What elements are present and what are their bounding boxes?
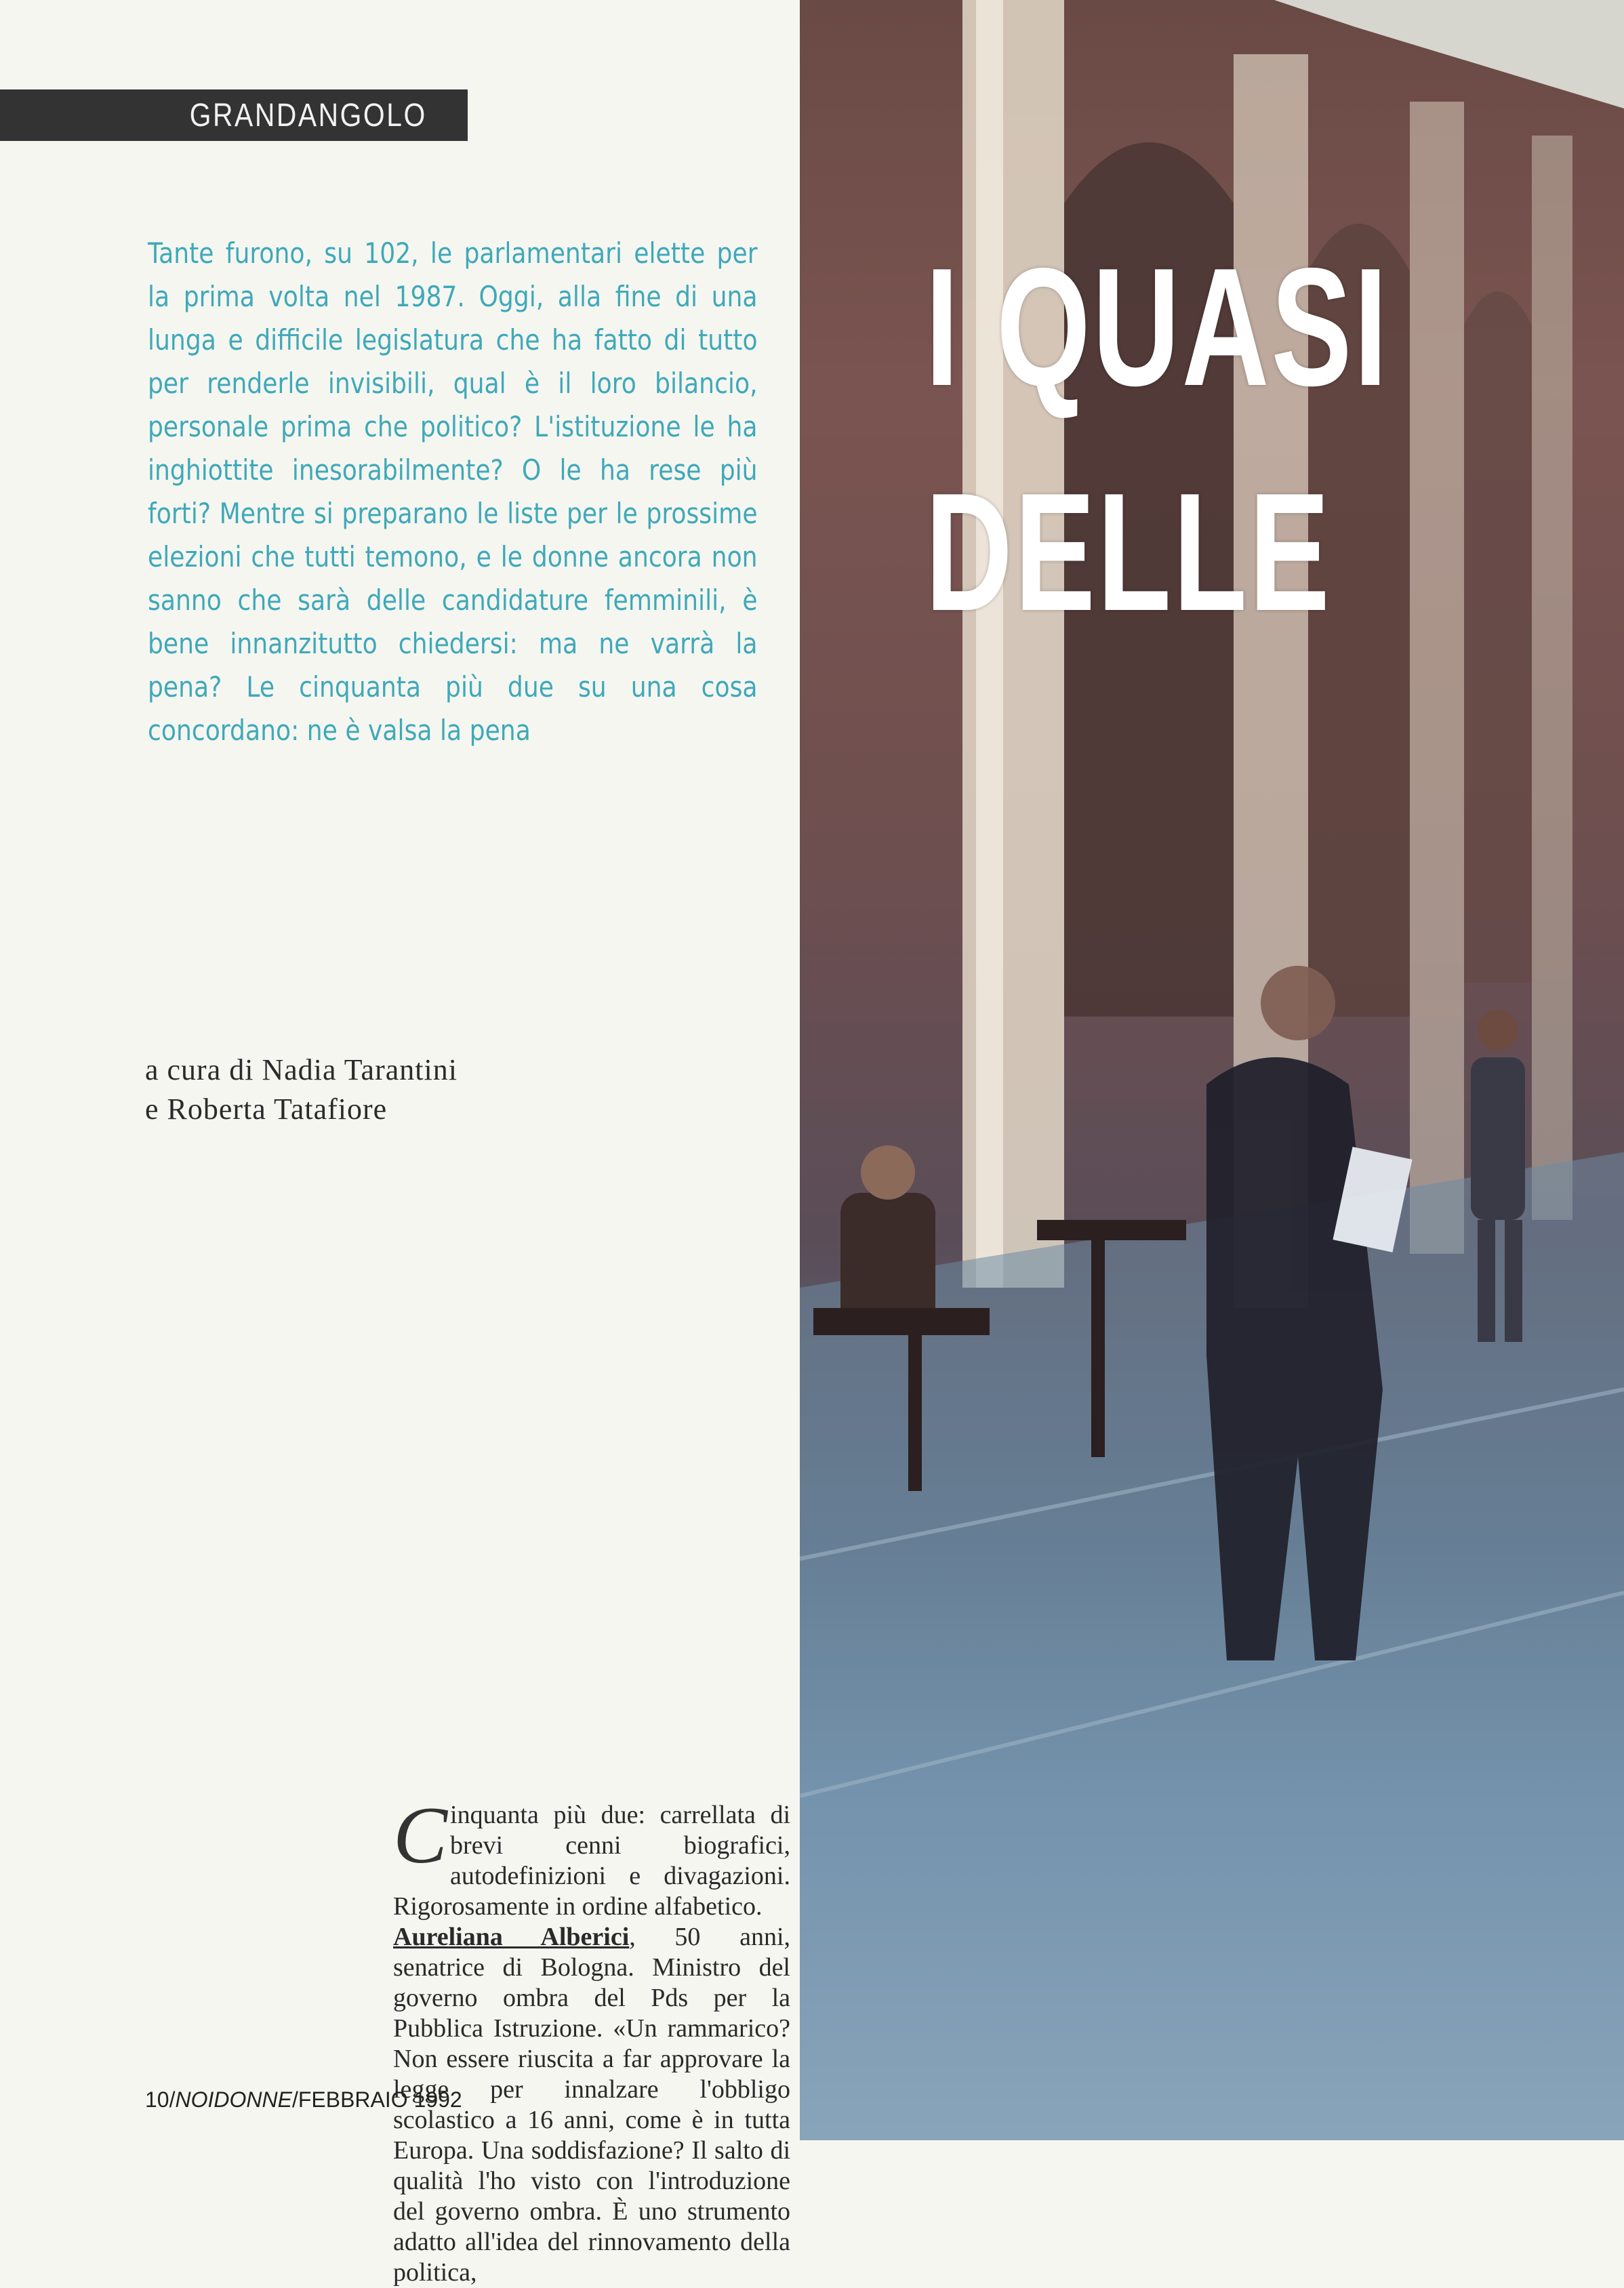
section-tag [0,89,468,141]
article-body [393,1790,790,2288]
page-footer [145,2087,462,2112]
section-label: GRANDANGOLO [190,97,427,134]
intro-text [148,232,758,752]
magazine-name: NOIDONNE [175,2087,292,2112]
intro-paragraph: Tante furono, su 102, le parlamentari elette per la prima volta nel 1987. Oggi, alla fine di una lunga e difficile legislatura che ha fatto di tutto per renderle invisibili, qual è il loro bilancio, personale prima che politico? L'istituzione le ha inghiottite inesorabilmente? O le ha rese più forti? Mentre si preparano le liste per le prossime elezioni che tutti temono, e le donne ancora non sanno che sarà delle candidature femminili, è bene innanzitutto chiedersi: ma ne varrà la pena? Le cinquanta più due su una cosa concordano: ne è valsa la pena [148,237,758,747]
drop-cap: C [393,1790,448,1880]
issue-date: /FEBBRAIO 1992 [291,2087,462,2112]
headline-line-1: I QUASI [925,232,1389,421]
byline [145,1050,458,1129]
person-name: Aureliana Alberici [393,1923,630,1951]
headline-line-2: DELLE [925,457,1332,646]
lead-text: inquanta più due: carrellata di brevi cenni biografici, autodefinizioni e divagazioni. Rigorosamente in ordine alfabetico. [393,1801,790,1921]
byline-line-1: a cura di Nadia Tarantini [145,1053,458,1086]
byline-line-2: e Roberta Tatafiore [145,1092,388,1126]
paragraph-text: , 50 anni, senatrice di Bologna. Ministro del governo ombra del Pds per la Pubblica Istruzione. «Un rammarico? Non essere riuscita a far approvare la legge per innalzare l'obbligo scolastico a 16 anni, come è in tutta Europa. Una soddisfazione? Il salto di qualità l'ho visto con l'introduzione del governo ombra. È uno strumento adatto all'idea del rinnovamento della politica, [393,1923,790,2287]
page-number: 10/ [145,2087,176,2112]
article-lead [393,1790,790,1922]
